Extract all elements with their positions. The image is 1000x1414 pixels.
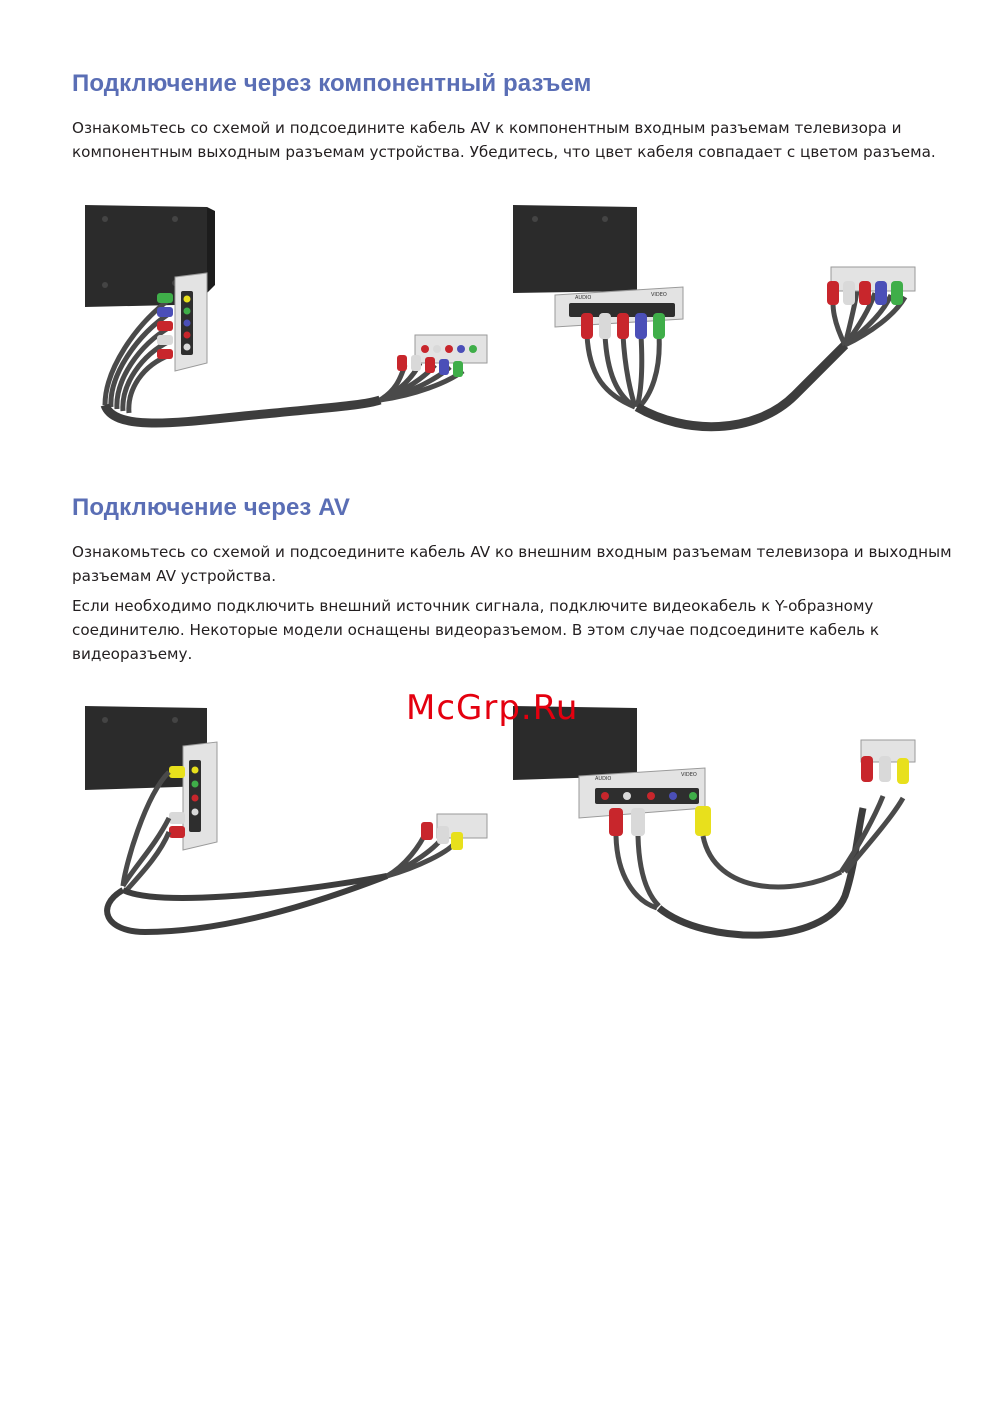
panel-video-label: VIDEO	[681, 772, 697, 778]
text-line: Если необходимо подключить внешний источник сигнала, подключите видеокабель к Y-образному	[72, 597, 874, 615]
text-line: компонентным выходным разъемам устройства. Убедитесь, что цвет кабеля совпадает с цветом разъема.	[72, 143, 936, 161]
tv-back	[513, 205, 637, 293]
panel-audio-label: AUDIO	[575, 295, 592, 301]
section-heading-av: Подключение через AV	[72, 494, 350, 521]
text-line: соединителю. Некоторые модели оснащены видеоразъемом. В этом случае подсоедините кабель к	[72, 621, 880, 639]
av-instructions-extra	[72, 594, 952, 666]
av-diagram-side	[75, 696, 495, 956]
watermark: McGrp.Ru	[406, 688, 579, 728]
component-diagram-rear	[505, 195, 925, 455]
av-diagram-rear	[505, 696, 925, 956]
text-line: Ознакомьтесь со схемой и подсоедините кабель AV ко внешним входным разъемам телевизора и выходным	[72, 543, 952, 561]
component-diagram-side	[75, 195, 495, 455]
text-line: Ознакомьтесь со схемой и подсоедините кабель AV к компонентным входным разъемам телевизора и	[72, 119, 902, 137]
text-line: разъемам AV устройства.	[72, 567, 277, 585]
panel-video-label: VIDEO	[651, 292, 667, 298]
section-heading-component: Подключение через компонентный разъем	[72, 70, 592, 97]
text-line: видеоразъему.	[72, 645, 193, 663]
panel-audio-label: AUDIO	[595, 776, 612, 782]
av-instructions	[72, 540, 952, 588]
component-instructions	[72, 116, 952, 164]
